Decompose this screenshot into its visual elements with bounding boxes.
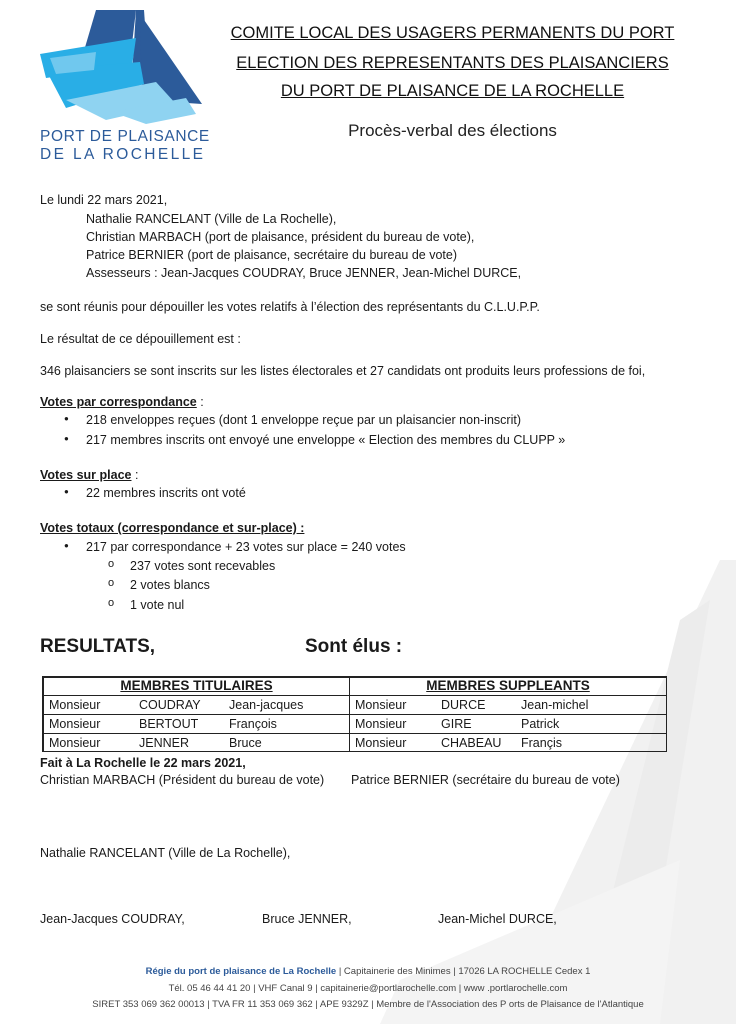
titulaire-1-nom: COUDRAY <box>139 698 201 712</box>
header-line2: ELECTION DES REPRESENTANTS DES PLAISANCIERS <box>236 54 669 72</box>
present-2: Christian MARBACH (port de plaisance, président du bureau de vote), <box>86 230 475 244</box>
footer-line2: Tél. 05 46 44 41 20 | VHF Canal 9 | capitainerie@portlarochelle.com | www .portlarochelle.com <box>168 983 568 994</box>
corr-item-1: ● 218 enveloppes reçues (dont 1 enveloppe reçue par un plaisancier non-inscrit) <box>86 413 521 427</box>
signature-durce: Jean-Michel DURCE, <box>438 912 557 926</box>
signature-rancelant: Nathalie RANCELANT (Ville de La Rochelle), <box>40 846 291 860</box>
corr-title: Votes par correspondance <box>40 395 197 409</box>
corr-heading <box>40 395 204 409</box>
footer-line1 <box>0 966 736 977</box>
port-logo-icon <box>36 8 206 126</box>
suppleant-3-nom: CHABEAU <box>441 736 502 750</box>
place-item-1: ● 22 membres inscrits ont voté <box>86 486 246 500</box>
titulaire-1-civ: Monsieur <box>49 698 101 712</box>
date-line: Le lundi 22 mars 2021, <box>40 193 168 207</box>
titulaire-3-civ: Monsieur <box>49 736 101 750</box>
footer-address: | Capitainerie des Minimes | 17026 LA ROCHELLE Cedex 1 <box>336 966 591 977</box>
header-line3: DU PORT DE PLAISANCE DE LA ROCHELLE <box>280 82 625 100</box>
place-heading <box>40 468 138 482</box>
results-table <box>42 676 667 752</box>
titulaire-2-prenom: François <box>229 717 277 731</box>
logo-line2: DE LA ROCHELLE <box>40 146 206 163</box>
titulaire-3-prenom: Bruce <box>229 736 262 750</box>
suppleant-1-prenom: Jean-michel <box>521 698 589 712</box>
signature-bernier: Patrice BERNIER (secrétaire du bureau de vote) <box>351 773 620 787</box>
total-heading: Votes totaux (correspondance et sur-place) : <box>40 521 305 535</box>
result-intro: Le résultat de ce dépouillement est : <box>40 332 241 346</box>
titulaire-1-prenom: Jean-jacques <box>229 698 304 712</box>
present-4: Assesseurs : Jean-Jacques COUDRAY, Bruce JENNER, Jean-Michel DURCE, <box>86 266 522 280</box>
header-line1: COMITE LOCAL DES USAGERS PERMANENTS DU PORT <box>230 24 675 42</box>
suppleant-1-nom: DURCE <box>441 698 486 712</box>
signature-jenner: Bruce JENNER, <box>262 912 352 926</box>
total-item-1: ● 217 par correspondance + 23 votes sur place = 240 votes <box>86 540 406 554</box>
total-sub-3: o 1 vote nul <box>130 598 184 612</box>
total-sub-2: o 2 votes blancs <box>130 578 210 592</box>
fait-line: Fait à La Rochelle le 22 mars 2021, <box>40 756 246 770</box>
titulaire-2-nom: BERTOUT <box>139 717 199 731</box>
titulaire-3-nom: JENNER <box>139 736 190 750</box>
suppleants-header: MEMBRES SUPPLEANTS <box>426 678 590 693</box>
titulaires-header: MEMBRES TITULAIRES <box>120 678 273 693</box>
suppleant-1-civ: Monsieur <box>355 698 407 712</box>
registered-line: 346 plaisanciers se sont inscrits sur les listes électorales et 27 candidats ont produits leurs professions de foi, <box>40 364 646 378</box>
signature-marbach: Christian MARBACH (Président du bureau de vote) <box>40 773 325 787</box>
suppleant-2-prenom: Patrick <box>521 717 560 731</box>
total-sub-1: o 237 votes sont recevables <box>130 559 275 573</box>
footer-org: Régie du port de plaisance de La Rochelle <box>145 966 337 977</box>
present-1: Nathalie RANCELANT (Ville de La Rochelle), <box>86 212 337 226</box>
footer-line3: SIRET 353 069 362 00013 | TVA FR 11 353 069 362 | APE 9329Z | Membre de l'Association des P orts de Plaisance de l'Atlantique <box>92 999 644 1010</box>
sail-watermark <box>380 560 736 1024</box>
suppleant-3-civ: Monsieur <box>355 736 407 750</box>
corr-item-2: ● 217 membres inscrits ont envoyé une enveloppe « Election des membres du CLUPP » <box>86 433 565 447</box>
corr-colon: : <box>196 395 204 409</box>
suppleant-2-civ: Monsieur <box>355 717 407 731</box>
titulaire-2-civ: Monsieur <box>49 717 101 731</box>
logo-line1: PORT DE PLAISANCE <box>40 128 210 145</box>
purpose-line: se sont réunis pour dépouiller les votes relatifs à l’élection des représentants du C.L.U.P.P. <box>40 300 540 314</box>
results-title: RESULTATS, <box>40 636 156 657</box>
present-3: Patrice BERNIER (port de plaisance, secrétaire du bureau de vote) <box>86 248 458 262</box>
place-colon: : <box>131 468 139 482</box>
suppleant-3-prenom: Françis <box>521 736 562 750</box>
place-title: Votes sur place <box>40 468 132 482</box>
document-subtitle: Procès-verbal des élections <box>348 121 557 140</box>
signature-coudray: Jean-Jacques COUDRAY, <box>40 912 185 926</box>
elected-title: Sont élus : <box>305 636 403 657</box>
suppleant-2-nom: GIRE <box>441 717 472 731</box>
